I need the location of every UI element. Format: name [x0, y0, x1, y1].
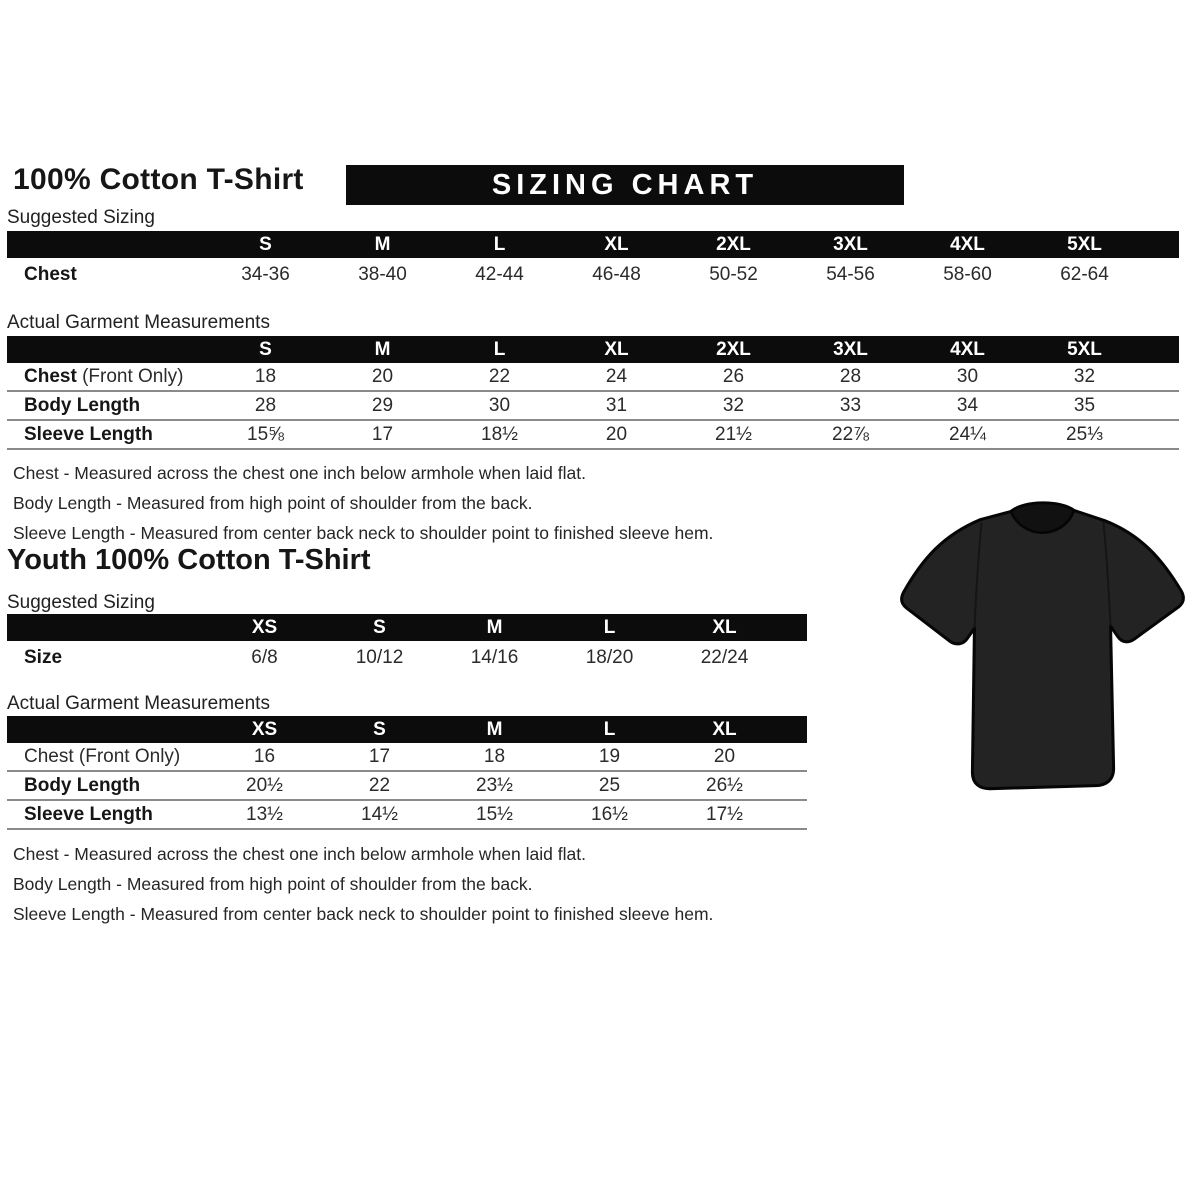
- table-row: [7, 421, 1179, 450]
- table-row: [7, 258, 1179, 291]
- cell-value: 58-60: [943, 263, 992, 285]
- cell-value: 32: [1073, 365, 1096, 387]
- cell-value: 20: [605, 423, 628, 445]
- chest-note: Chest - Measured across the chest one inch below armhole when laid flat.: [13, 844, 586, 864]
- adult-suggested-sizing-table: [7, 231, 1179, 291]
- cell-value: 18: [483, 745, 506, 767]
- table-row: [7, 392, 1179, 421]
- size-column-header: 5XL: [1067, 338, 1102, 360]
- body-length-note: Body Length - Measured from high point of shoulder from the back.: [13, 874, 533, 894]
- page-title: 100% Cotton T-Shirt: [13, 163, 304, 196]
- row-label: Body Length: [24, 774, 141, 796]
- cell-value: 18: [254, 365, 277, 387]
- adult-actual-measurements-label: Actual Garment Measurements: [7, 312, 270, 333]
- size-column-header: L: [493, 233, 506, 255]
- cell-value: 10/12: [355, 646, 404, 668]
- cell-value: 22: [368, 774, 391, 796]
- size-column-header: 2XL: [716, 233, 751, 255]
- cell-value: 24¼: [949, 423, 986, 445]
- chest-note: Chest - Measured across the chest one inch below armhole when laid flat.: [13, 463, 586, 483]
- youth-suggested-sizing-label: Suggested Sizing: [7, 592, 155, 613]
- size-column-header: 5XL: [1067, 233, 1102, 255]
- table-header-row: [7, 231, 1179, 258]
- size-column-header: XS: [251, 718, 278, 740]
- cell-value: 20: [713, 745, 736, 767]
- size-column-header: L: [603, 616, 616, 638]
- sleeve-length-note: Sleeve Length - Measured from center back neck to shoulder point to finished sleeve hem.: [13, 523, 714, 543]
- size-column-header: XL: [712, 616, 737, 638]
- cell-value: 42-44: [475, 263, 524, 285]
- cell-value: 20½: [246, 774, 283, 796]
- size-column-header: XS: [251, 616, 278, 638]
- size-column-header: S: [373, 616, 386, 638]
- row-label: Body Length: [24, 394, 141, 416]
- youth-actual-measurements-table: [7, 716, 807, 830]
- cell-value: 26: [722, 365, 745, 387]
- cell-value: 25: [598, 774, 621, 796]
- cell-value: 16½: [591, 803, 628, 825]
- size-column-header: XL: [712, 718, 737, 740]
- table-row: [7, 772, 807, 801]
- size-column-header: L: [603, 718, 616, 740]
- cell-value: 30: [956, 365, 979, 387]
- youth-actual-measurements-label: Actual Garment Measurements: [7, 693, 270, 714]
- table-row: [7, 743, 807, 772]
- cell-value: 62-64: [1060, 263, 1109, 285]
- sizing-chart-banner-text: SIZING CHART: [491, 168, 759, 201]
- cell-value: 50-52: [709, 263, 758, 285]
- cell-value: 15⅝: [247, 423, 284, 445]
- cell-value: 34: [956, 394, 979, 416]
- cell-value: 33: [839, 394, 862, 416]
- size-column-header: L: [493, 338, 506, 360]
- size-column-header: M: [374, 233, 391, 255]
- cell-value: 32: [722, 394, 745, 416]
- size-column-header: S: [373, 718, 386, 740]
- size-column-header: XL: [604, 233, 629, 255]
- row-label: Size: [24, 646, 63, 668]
- cell-value: 23½: [476, 774, 513, 796]
- row-label: Sleeve Length: [24, 423, 153, 445]
- cell-value: 54-56: [826, 263, 875, 285]
- cell-value: 14/16: [470, 646, 519, 668]
- size-column-header: 4XL: [950, 338, 985, 360]
- cell-value: 26½: [706, 774, 743, 796]
- cell-value: 30: [488, 394, 511, 416]
- body-length-note: Body Length - Measured from high point of shoulder from the back.: [13, 493, 533, 513]
- cell-value: 22/24: [700, 646, 749, 668]
- size-column-header: M: [486, 616, 503, 638]
- cell-value: 19: [598, 745, 621, 767]
- table-header-row: [7, 716, 807, 743]
- cell-value: 22: [488, 365, 511, 387]
- size-column-header: M: [374, 338, 391, 360]
- cell-value: 28: [839, 365, 862, 387]
- size-column-header: S: [259, 233, 272, 255]
- cell-value: 29: [371, 394, 394, 416]
- adult-actual-measurements-table: [7, 336, 1179, 450]
- cell-value: 46-48: [592, 263, 641, 285]
- cell-value: 18/20: [585, 646, 634, 668]
- cell-value: 21½: [715, 423, 752, 445]
- row-label: Chest: [24, 263, 77, 285]
- cell-value: 22⅞: [832, 423, 869, 445]
- cell-value: 18½: [481, 423, 518, 445]
- row-label: Chest (Front Only): [24, 365, 184, 387]
- size-column-header: 4XL: [950, 233, 985, 255]
- cell-value: 17: [371, 423, 394, 445]
- table-row: [7, 801, 807, 830]
- sizing-chart-banner: [346, 165, 904, 205]
- table-row: [7, 641, 807, 674]
- cell-value: 16: [253, 745, 276, 767]
- cell-value: 34-36: [241, 263, 290, 285]
- cell-value: 28: [254, 394, 277, 416]
- cell-value: 15½: [476, 803, 513, 825]
- youth-section-title: Youth 100% Cotton T-Shirt: [7, 544, 371, 576]
- cell-value: 17: [368, 745, 391, 767]
- sleeve-length-note: Sleeve Length - Measured from center back neck to shoulder point to finished sleeve hem.: [13, 904, 714, 924]
- size-column-header: M: [486, 718, 503, 740]
- size-column-header: XL: [604, 338, 629, 360]
- row-label: Sleeve Length: [24, 803, 153, 825]
- cell-value: 38-40: [358, 263, 407, 285]
- youth-measurement-notes: [13, 839, 713, 929]
- table-header-row: [7, 614, 807, 641]
- row-label: Chest (Front Only): [24, 745, 181, 767]
- cell-value: 17½: [706, 803, 743, 825]
- cell-value: 20: [371, 365, 394, 387]
- adult-measurement-notes: [13, 458, 713, 548]
- table-row: [7, 363, 1179, 392]
- cell-value: 24: [605, 365, 628, 387]
- cell-value: 6/8: [251, 646, 278, 668]
- size-column-header: S: [259, 338, 272, 360]
- cell-value: 14½: [361, 803, 398, 825]
- tshirt-body: [902, 503, 1184, 789]
- tshirt-image: [890, 484, 1195, 809]
- cell-value: 25⅓: [1066, 423, 1103, 445]
- cell-value: 31: [605, 394, 628, 416]
- size-column-header: 3XL: [833, 233, 868, 255]
- size-column-header: 3XL: [833, 338, 868, 360]
- size-column-header: 2XL: [716, 338, 751, 360]
- cell-value: 13½: [246, 803, 283, 825]
- youth-suggested-sizing-table: [7, 614, 807, 674]
- cell-value: 35: [1073, 394, 1096, 416]
- table-header-row: [7, 336, 1179, 363]
- black-tshirt-graphic: [890, 484, 1195, 809]
- adult-suggested-sizing-label: Suggested Sizing: [7, 207, 155, 228]
